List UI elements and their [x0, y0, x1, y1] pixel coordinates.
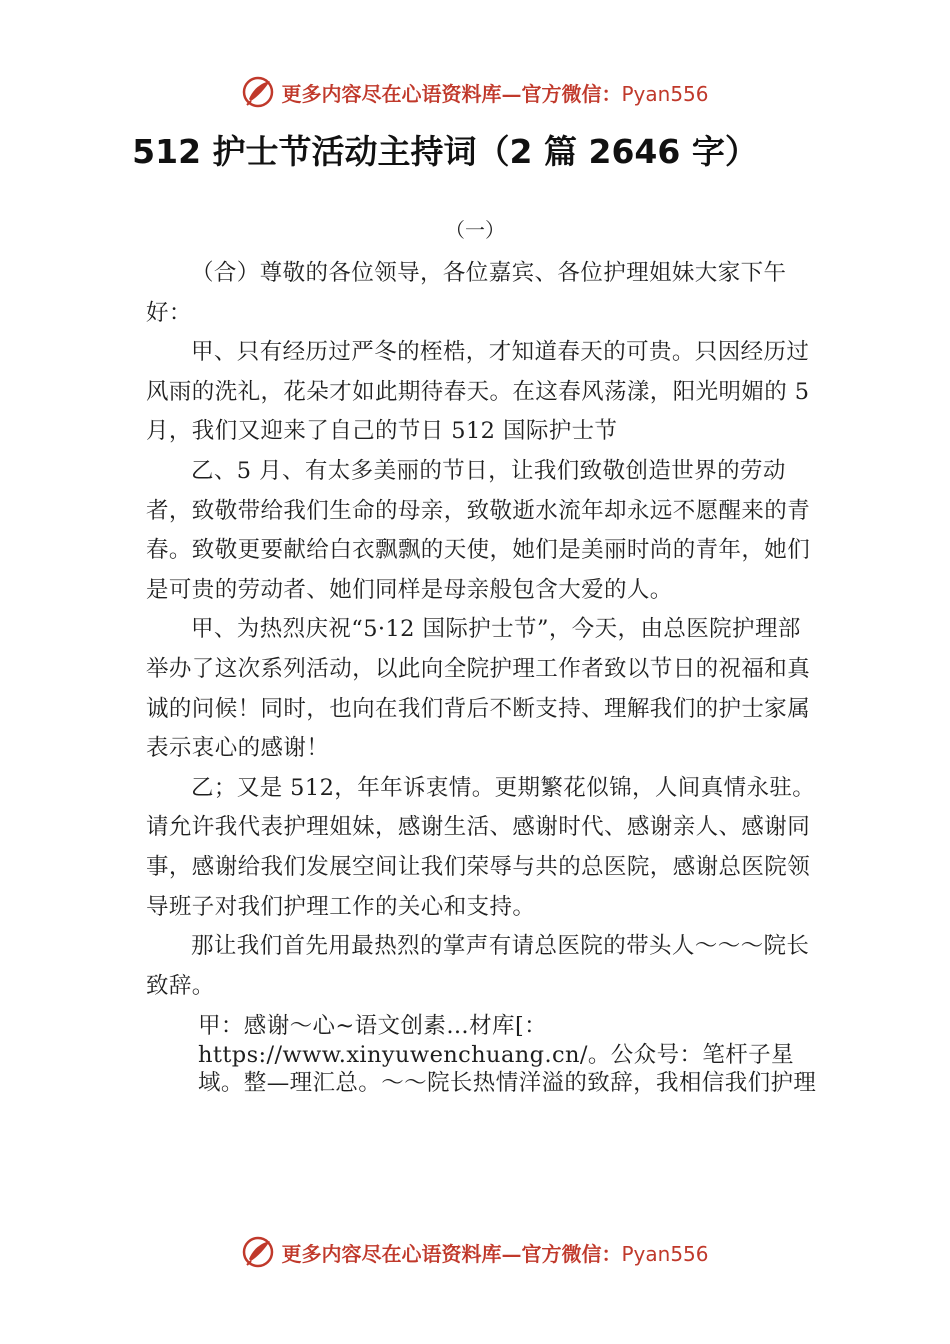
section-label: （一） — [445, 218, 505, 242]
paragraph: 乙；又是 512，年年诉衷情。更期繁花似锦，人间真情永驻。请允许我代表护理姐妹，感谢生活、感谢时代、感谢亲人、感谢同事，感谢给我们发展空间让我们荣辱与共的总医院，感谢总医院领导班子对我们护理工作的关心和支持。 — [146, 774, 816, 920]
footer-banner — [0, 1230, 950, 1274]
paragraph: 甲、只有经历过严冬的桎梏，才知道春天的可贵。只因经历过风雨的洗礼，花朵才如此期待春天。在这春风荡漾，阳光明媚的 5 月，我们又迎来了自己的节日 512 国际护士节 — [146, 339, 810, 445]
wechat-id: Pyan556 — [621, 81, 709, 106]
document-body — [146, 254, 816, 1098]
paragraph: 甲：感谢～心~语文创素…材库[：https://www.xinyuwenchuang.cn/。公众号：笔杆子星域。整—理汇总。～～院长热情洋溢的致辞，我相信我们护理 — [198, 1013, 817, 1097]
leaf-pen-logo-icon — [241, 1235, 275, 1269]
paragraph: 那让我们首先用最热烈的掌声有请总医院的带头人～～～院长致辞。 — [146, 933, 810, 999]
banner-text: 更多内容尽在心语资料库—官方微信：Pyan556 — [281, 81, 709, 106]
banner-text: 更多内容尽在心语资料库—官方微信：Pyan556 — [281, 1241, 709, 1266]
document-title: 512 护士节活动主持词（2 篇 2646 字） — [132, 132, 758, 171]
paragraph: （合）尊敬的各位领导，各位嘉宾、各位护理姐妹大家下午好： — [146, 260, 787, 326]
paragraph: 乙、5 月、有太多美丽的节日，让我们致敬创造世界的劳动者，致敬带给我们生命的母亲，致敬逝水流年却永远不愿醒来的青春。致敬更要献给白衣飘飘的天使，她们是美丽时尚的青年，她们是可贵的劳动者、她们同样是母亲般包含大爱的人。 — [146, 457, 811, 603]
leaf-pen-logo-icon — [241, 75, 275, 109]
header-banner — [0, 70, 950, 114]
wechat-id: Pyan556 — [621, 1241, 709, 1266]
paragraph: 甲、为热烈庆祝“5·12 国际护士节”，今天，由总医院护理部举办了这次系列活动，以此向全院护理工作者致以节日的祝福和真诚的问候！同时，也向在我们背后不断支持、理解我们的护士家属表示衷心的感谢！ — [146, 616, 811, 762]
